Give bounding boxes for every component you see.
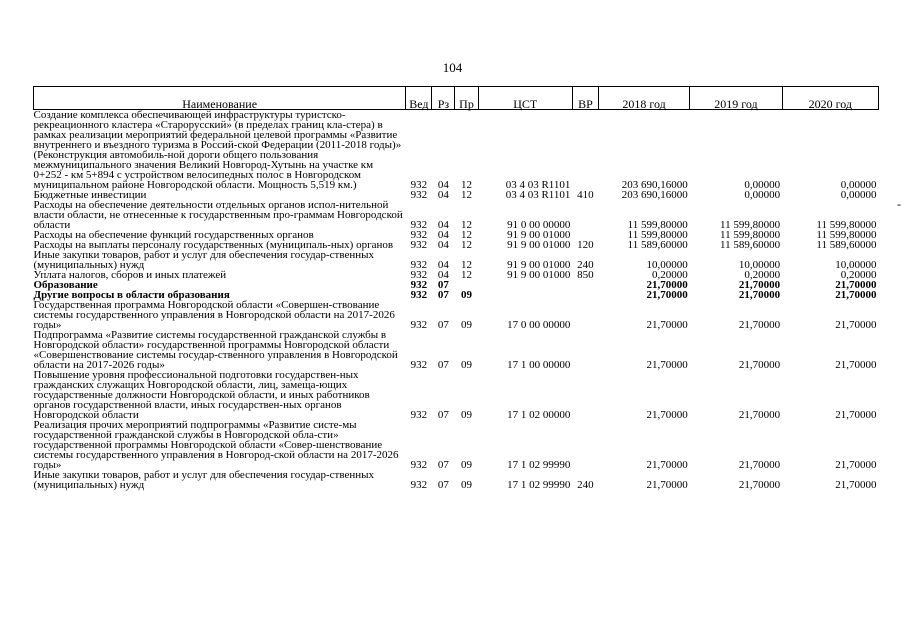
cell-y2020: 0,00000 [840,189,877,201]
cell-y2019: 21,70000 [738,359,781,371]
cell-ved: 932 [410,479,428,491]
cell-rz: 04 [437,269,449,281]
cell-y2019: 0,00000 [744,179,781,191]
cell-vr: 850 [577,269,594,281]
cell-ved: 932 [410,279,428,291]
cell-ved: 932 [410,189,428,201]
cell-y2020: 10,00000 [835,259,877,271]
cell-rz: 04 [437,259,449,271]
cell-name: Подпрограмма «Развитие системы государственной гражданской службы в Новгородской области» государственной программы Новгородской области «Совершенствование системы государ-ственного управления в Новгородской области на 2017-2026 годы» [33,329,398,371]
cell-y2018: 203 690,16000 [621,179,688,191]
cell-y2018: 0,20000 [652,269,688,281]
cell-y2019: 11 599,80000 [719,219,781,231]
col-header-name: Наименование [34,87,406,110]
cell-name: Государственная программа Новгородской области «Совершен-ствование системы государственного управления в Новгородской области на 2017-2026 годы» [33,299,395,331]
cell-name: Расходы на обеспечение функций государственных органов [33,229,314,241]
cell-y2019: 21,70000 [738,279,781,291]
cell-y2020: 11 589,60000 [816,239,877,251]
cell-vr: 120 [577,239,594,251]
cell-y2020: 21,70000 [835,319,877,331]
cell-y2019: 0,20000 [744,269,781,281]
cell-vr [572,200,598,230]
cell-y2018: 11 599,80000 [627,229,688,241]
cell-ved: 932 [410,259,428,271]
cell-cst: 91 0 00 00000 [507,219,571,231]
table-row [34,470,879,490]
cell-y2018: 21,70000 [646,409,688,421]
cell-y2020: 21,70000 [835,459,877,471]
cell-ved: 932 [410,219,428,231]
col-header-rz: Рз [432,87,455,110]
cell-cst [478,280,572,290]
cell-ved: 932 [410,289,428,301]
col-header-pr: Пр [455,87,478,110]
cell-ved: 932 [410,409,428,421]
cell-name: Создание комплекса обеспечивающей инфраструктуры туристско-рекреационного кластера «Старорусский» (в пределах границ кла-стера) в рамках реализации мероприятий федеральной целевой программы «Развитие внутреннего и въездного туризма в Россий-ской Федерации (2011-2018 годы)» (Реконструкция автомобиль-ной дороги общего пользования межмуниципального значения Великий Новгород-Хутынь на участке км 0+252 - км 5+894 с устройством велосипедных полос в Новгородском муниципальном районе Новгородской области. Мощность 5,519 км.) [33,109,402,191]
cell-ved: 932 [410,239,428,251]
cell-vr: 410 [577,189,594,201]
cell-rz: 07 [437,409,449,421]
cell-name: Иные закупки товаров, работ и услуг для обеспечения государ-ственных (муниципальных) нужд [33,469,375,491]
cell-rz: 04 [437,189,449,201]
cell-pr: 09 [461,459,472,471]
cell-rz: 04 [437,219,449,231]
cell-name: Повышение уровня профессиональной подготовки государствен-ных гражданских служащих Новгородской области, лиц, замеща-ющих государственные должности Новгородской области, и иных работников органов государственной власти, иных государствен-ных органов Новгородской области [33,369,370,421]
cell-ved: 932 [410,319,428,331]
cell-rz: 04 [437,239,449,251]
cell-pr: 09 [461,479,472,491]
cell-ved: 932 [410,359,428,371]
cell-cst: 17 0 00 00000 [507,319,571,331]
cell-ved: 932 [410,179,428,191]
table-row [34,300,879,330]
cell-vr [572,330,598,370]
cell-y2019: 21,70000 [738,479,781,491]
cell-y2018: 11 589,60000 [627,239,688,251]
cell-name: Уплата налогов, сборов и иных платежей [33,269,227,281]
cell-y2018: 203 690,16000 [621,189,688,201]
cell-rz: 07 [437,359,449,371]
cell-rz: 07 [437,289,449,301]
cell-pr: 12 [461,219,472,231]
cell-pr: 09 [461,359,472,371]
cell-rz: 04 [437,179,449,191]
cell-y2019: 21,70000 [738,409,781,421]
cell-vr [572,370,598,420]
cell-ved: 932 [410,269,428,281]
cell-rz: 07 [437,279,449,291]
cell-name: Расходы на обеспечение деятельности отдельных органов испол-нительной власти области, не отнесенные к государственным про-граммам Новгородской области [33,199,403,231]
cell-y2019: 21,70000 [738,289,781,301]
cell-vr: 240 [577,479,594,491]
cell-y2019: 21,70000 [738,459,781,471]
cell-name: Бюджетные инвестиции [33,189,147,201]
cell-y2020: 21,70000 [835,479,877,491]
budget-table [33,86,879,490]
cell-y2018: 21,70000 [646,459,688,471]
cell-y2019: 11 599,80000 [719,229,781,241]
table-row [34,420,879,470]
cell-y2020: 21,70000 [835,289,877,301]
cell-name: Иные закупки товаров, работ и услуг для обеспечения государ-ственных (муниципальных) нужд [33,249,375,271]
cell-cst: 17 1 02 00000 [507,409,571,421]
cell-vr [572,110,598,191]
col-header-cst: ЦСТ [478,87,572,110]
cell-vr [572,300,598,330]
cell-y2018: 21,70000 [646,359,688,371]
cell-y2018: 10,00000 [646,259,688,271]
cell-vr [572,280,598,290]
cell-y2019: 0,00000 [744,189,781,201]
cell-pr: 09 [461,319,472,331]
cell-vr [572,420,598,470]
cell-cst: 17 1 02 99990 [507,479,571,491]
cell-rz: 07 [437,319,449,331]
cell-pr: 12 [461,269,472,281]
cell-rz: 07 [437,459,449,471]
cell-y2020: 0,00000 [840,179,877,191]
cell-cst [478,290,572,300]
col-header-2018: 2018 год [598,87,689,110]
col-header-ved: Вед [406,87,432,110]
cell-y2018: 21,70000 [646,319,688,331]
margin-mark: - [897,197,901,211]
table-header-row [34,87,879,110]
cell-rz: 07 [437,479,449,491]
cell-y2019: 11 589,60000 [719,239,781,251]
table-row [34,200,879,230]
table-row [34,250,879,270]
cell-name: Образование [33,279,98,291]
cell-cst: 03 4 03 R1101 [505,189,571,201]
cell-cst: 03 4 03 R1101 [505,179,571,191]
table-row [34,330,879,370]
cell-name: Реализация прочих мероприятий подпрограммы «Развитие систе-мы государственной гражданской службы в Новгородской обла-сти» государственной программы Новгородской области «Совер-шенствование системы государственного управления в Новгород-ской области на 2017-2026 годы» [33,419,399,471]
cell-y2018: 21,70000 [646,289,688,301]
cell-cst: 91 9 00 01000 [507,259,571,271]
cell-cst: 17 1 02 99990 [507,459,571,471]
cell-y2020: 21,70000 [835,409,877,421]
cell-name: Другие вопросы в области образования [33,289,230,301]
cell-y2020: 11 599,80000 [816,229,877,241]
cell-y2018: 21,70000 [646,279,688,291]
cell-rz: 04 [437,229,449,241]
cell-y2020: 21,70000 [835,359,877,371]
cell-vr: 240 [577,259,594,271]
cell-pr: 12 [461,189,472,201]
cell-pr: 12 [461,229,472,241]
cell-cst: 91 9 00 01000 [507,229,571,241]
cell-y2020: 0,20000 [840,269,877,281]
cell-pr: 09 [461,409,472,421]
cell-pr: 12 [461,259,472,271]
cell-cst: 91 9 00 01000 [507,239,571,251]
cell-name: Расходы на выплаты персоналу государственных (муниципаль-ных) органов [33,239,394,251]
cell-y2020: 21,70000 [835,279,877,291]
page-number: 104 [442,60,463,75]
col-header-vr: ВР [572,87,598,110]
cell-y2018: 11 599,80000 [627,219,688,231]
table-row [34,370,879,420]
cell-pr: 09 [461,289,472,301]
col-header-2019: 2019 год [690,87,782,110]
cell-ved: 932 [410,229,428,241]
cell-vr [572,290,598,300]
cell-cst: 91 9 00 01000 [507,269,571,281]
cell-y2018: 21,70000 [646,479,688,491]
col-header-2020: 2020 год [782,87,878,110]
cell-y2019: 21,70000 [738,319,781,331]
cell-cst: 17 1 00 00000 [507,359,571,371]
cell-ved: 932 [410,459,428,471]
cell-y2020: 11 599,80000 [816,219,877,231]
cell-pr: 12 [461,239,472,251]
cell-y2019: 10,00000 [738,259,781,271]
cell-pr: 12 [461,179,472,191]
table-row [34,110,879,191]
